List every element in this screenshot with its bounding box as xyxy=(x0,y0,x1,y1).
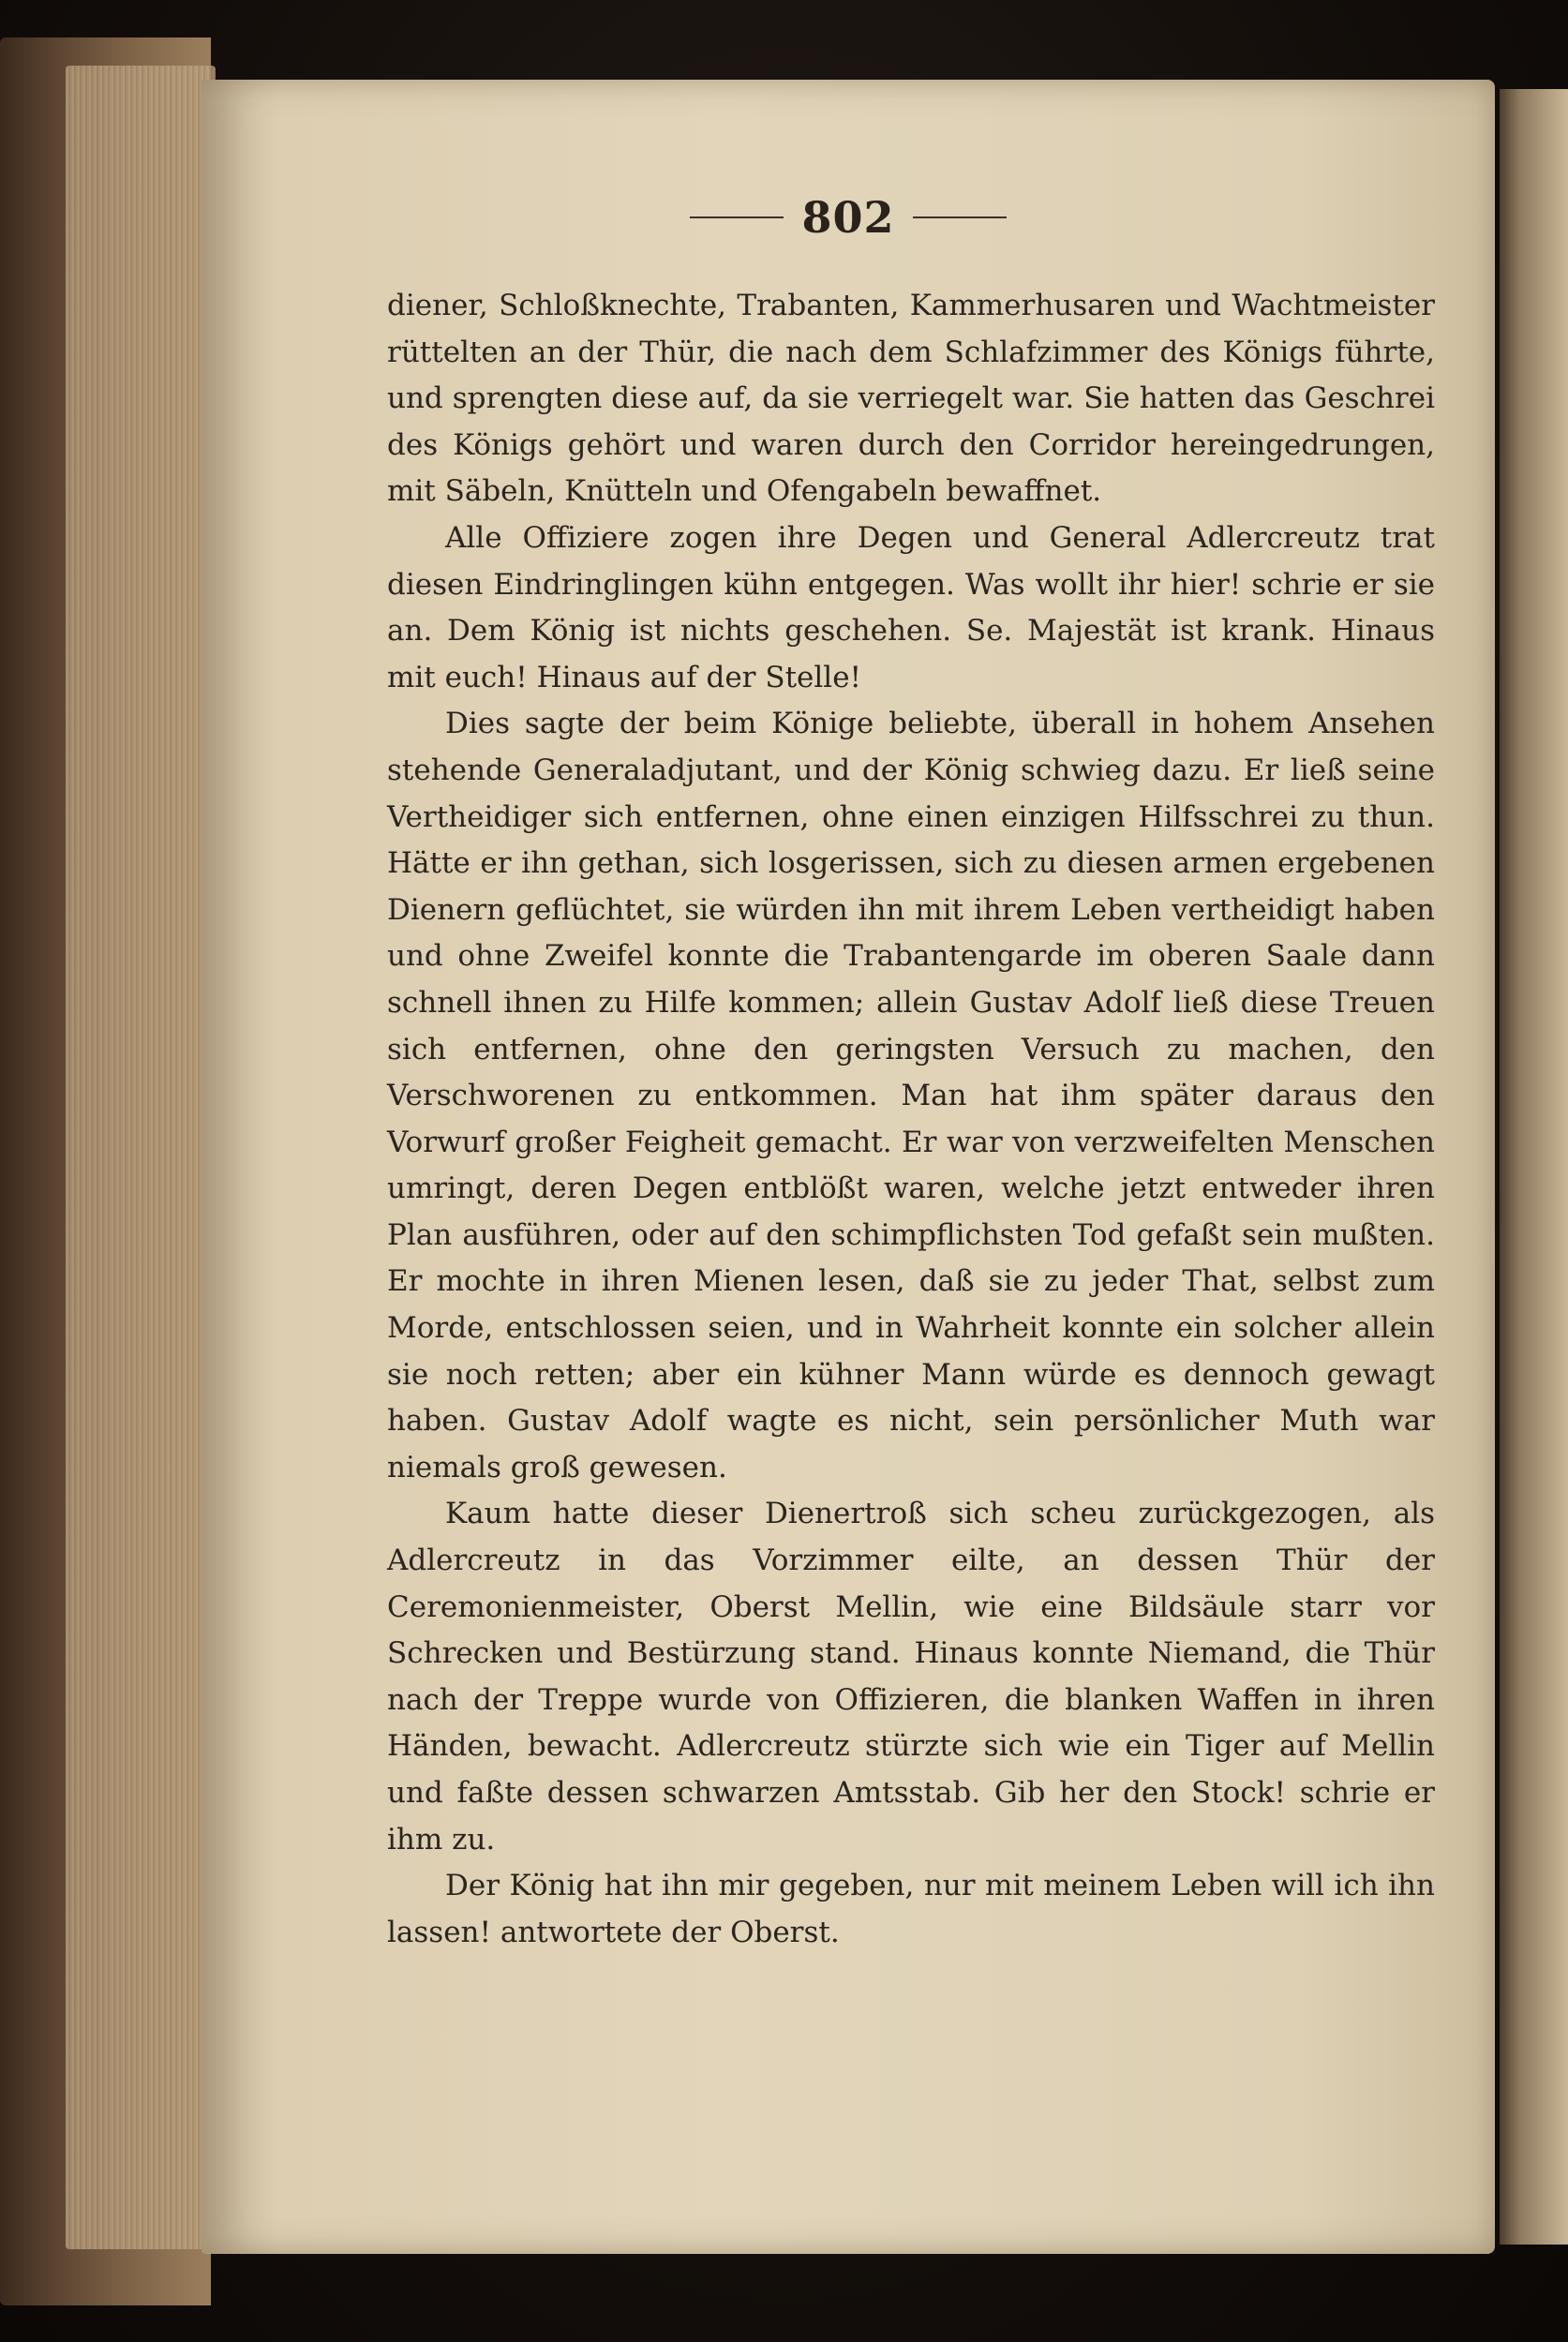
page-edges xyxy=(66,66,216,2249)
paragraph: Dies sagte der beim Könige beliebte, überall in hohem Ansehen stehende Generaladjutant, und der König schwieg dazu. Er ließ seine Vertheidiger sich entfernen, ohne einen einzigen Hilfsschrei zu thun. Hätte er ihn gethan, sich losgerissen, sich zu diesen armen ergebenen Dienern geflüchtet, sie würden ihn mit ihrem Leben vertheidigt haben und ohne Zweifel konnte die Trabantengarde im oberen Saale dann schnell ihnen zu Hilfe kommen; allein Gustav Adolf ließ diese Treuen sich entfernen, ohne den geringsten Versuch zu machen, den Verschworenen zu entkommen. Man hat ihm später daraus den Vorwurf großer Feigheit gemacht. Er war von verzweifelten Menschen umringt, deren Degen entblößt waren, welche jetzt entweder ihren Plan ausführen, oder auf den schimpflichsten Tod gefaßt sein mußten. Er mochte in ihren Mienen lesen, daß sie zu jeder That, selbst zum Morde, entschlossen seien, und in Wahrheit konnte ein solcher allein sie noch retten; aber ein kühner Mann würde es dennoch gewagt haben. Gustav Adolf wagte es nicht, sein persönlicher Muth war niemals groß gewesen. xyxy=(387,707,1435,1484)
page-number: 802 xyxy=(801,192,895,243)
paragraph: diener, Schloßknechte, Trabanten, Kammerhusaren und Wachtmeister rüttelten an der Thür, die nach dem Schlafzimmer des Königs führte, und sprengten diese auf, da sie verriegelt war. Sie hatten das Geschrei des Königs gehört und waren durch den Corridor hereingedrungen, mit Säbeln, Knütteln und Ofengabeln bewaffnet. xyxy=(387,289,1435,509)
header-rule-right xyxy=(913,216,1007,218)
paragraph: Der König hat ihn mir gegeben, nur mit meinem Leben will ich ihn lassen! antwortete der Oberst. xyxy=(387,1869,1435,1949)
facing-page-edge xyxy=(1500,89,1568,2245)
page-header xyxy=(202,192,1495,243)
paragraph: Alle Offiziere zogen ihre Degen und General Adlercreutz trat diesen Eindringlingen kühn entgegen. Was wollt ihr hier! schrie er sie an. Dem König ist nichts geschehen. Se. Majestät ist krank. Hinaus mit euch! Hinaus auf der Stelle! xyxy=(387,520,1435,694)
body-text xyxy=(387,283,1435,1956)
header-rule-left xyxy=(690,216,784,218)
paragraph: Kaum hatte dieser Dienertroß sich scheu zurückgezogen, als Adlercreutz in das Vorzimmer eilte, an dessen Thür der Ceremonienmeister, Oberst Mellin, wie eine Bildsäule starr vor Schrecken und Bestürzung stand. Hinaus konnte Niemand, die Thür nach der Treppe wurde von Offizieren, die blanken Waffen in ihren Händen, bewacht. Adlercreutz stürzte sich wie ein Tiger auf Mellin und faßte dessen schwarzen Amtsstab. Gib her den Stock! schrie er ihm zu. xyxy=(387,1497,1435,1857)
